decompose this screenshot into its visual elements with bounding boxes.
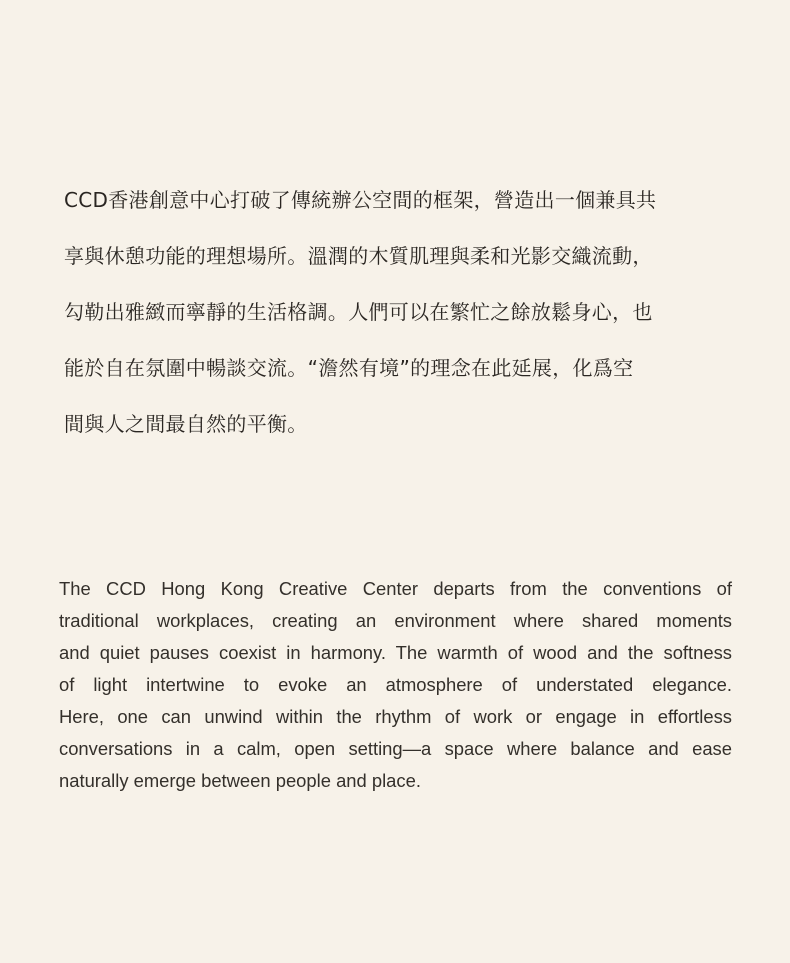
chinese-line: 間與人之間最自然的平衡。 xyxy=(64,412,308,436)
chinese-line: CCD香港創意中心打破了傳統辦公空間的框架，營造出一個兼具共 xyxy=(64,188,657,212)
chinese-paragraph xyxy=(64,172,728,452)
english-paragraph xyxy=(59,573,732,797)
english-line: Here, one can unwind within the rhythm of work or engage in effortless xyxy=(59,706,732,727)
english-line: conversations in a calm, open setting—a space where balance and ease xyxy=(59,738,732,759)
english-line: naturally emerge between people and place. xyxy=(59,770,421,791)
english-line: of light intertwine to evoke an atmosphere of understated elegance. xyxy=(59,674,732,695)
chinese-line: 勾勒出雅緻而寧靜的生活格調。人們可以在繁忙之餘放鬆身心，也 xyxy=(64,300,653,324)
english-line: The CCD Hong Kong Creative Center departs from the conventions of xyxy=(59,578,732,599)
english-line: traditional workplaces, creating an environment where shared moments xyxy=(59,610,732,631)
chinese-line: 享與休憩功能的理想場所。溫潤的木質肌理與柔和光影交織流動， xyxy=(64,244,653,268)
english-line: and quiet pauses coexist in harmony. The warmth of wood and the softness xyxy=(59,642,732,663)
chinese-line: 能於自在氛圍中暢談交流。“澹然有境”的理念在此延展，化爲空 xyxy=(64,356,634,380)
